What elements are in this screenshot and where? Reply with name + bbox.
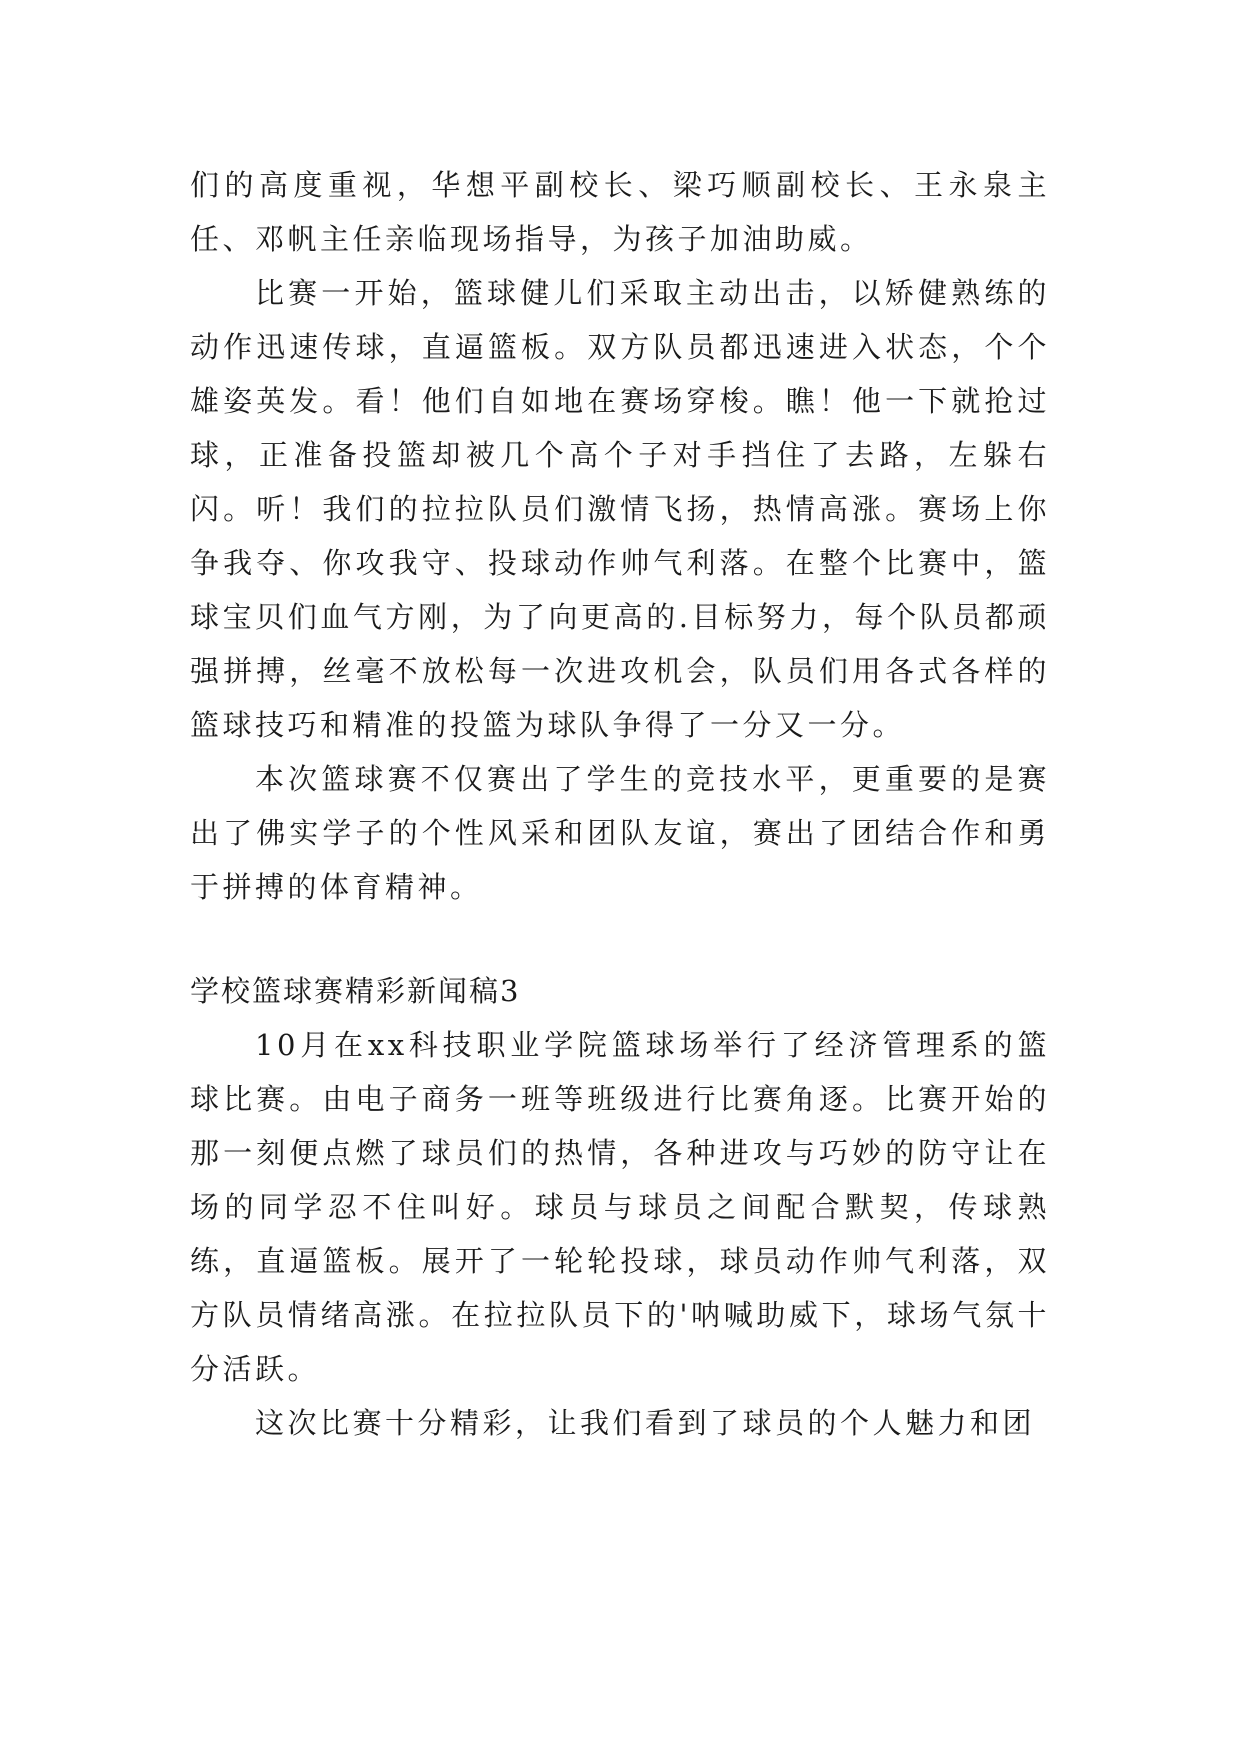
section-title: 学校篮球赛精彩新闻稿3 — [190, 974, 521, 1008]
section-paragraph-2: 这次比赛十分精彩，让我们看到了球员的个人魅力和团 — [255, 1406, 1036, 1440]
document-body — [190, 158, 1050, 1450]
paragraph-summary: 本次篮球赛不仅赛出了学生的竞技水平，更重要的是赛出了佛实学子的个性风采和团队友谊，赛出了团结合作和勇于拼搏的体育精神。 — [190, 762, 1050, 904]
paragraph-match-description: 比赛一开始，篮球健儿们采取主动出击，以矫健熟练的动作迅速传球，直逼篮板。双方队员都迅速进入状态，个个雄姿英发。看！他们自如地在赛场穿梭。瞧！他一下就抢过球，正准备投篮却被几个高个子对手挡住了去路，左躲右闪。听！我们的拉拉队员们激情飞扬，热情高涨。赛场上你争我夺、你攻我守、投球动作帅气利落。在整个比赛中，篮球宝贝们血气方刚，为了向更高的.目标努力，每个队员都顽强拼搏，丝毫不放松每一次进攻机会，队员们用各式各样的篮球技巧和精准的投篮为球队争得了一分又一分。 — [190, 276, 1050, 742]
paragraph-continued: 们的高度重视，华想平副校长、梁巧顺副校长、王永泉主任、邓帆主任亲临现场指导，为孩子加油助威。 — [190, 168, 1050, 256]
section-paragraph-1: 10月在xx科技职业学院篮球场举行了经济管理系的篮球比赛。由电子商务一班等班级进行比赛角逐。比赛开始的那一刻便点燃了球员们的热情，各种进攻与巧妙的防守让在场的同学忍不住叫好。球员与球员之间配合默契，传球熟练，直逼篮板。展开了一轮轮投球，球员动作帅气利落，双方队员情绪高涨。在拉拉队员下的'呐喊助威下，球场气氛十分活跃。 — [190, 1028, 1050, 1386]
